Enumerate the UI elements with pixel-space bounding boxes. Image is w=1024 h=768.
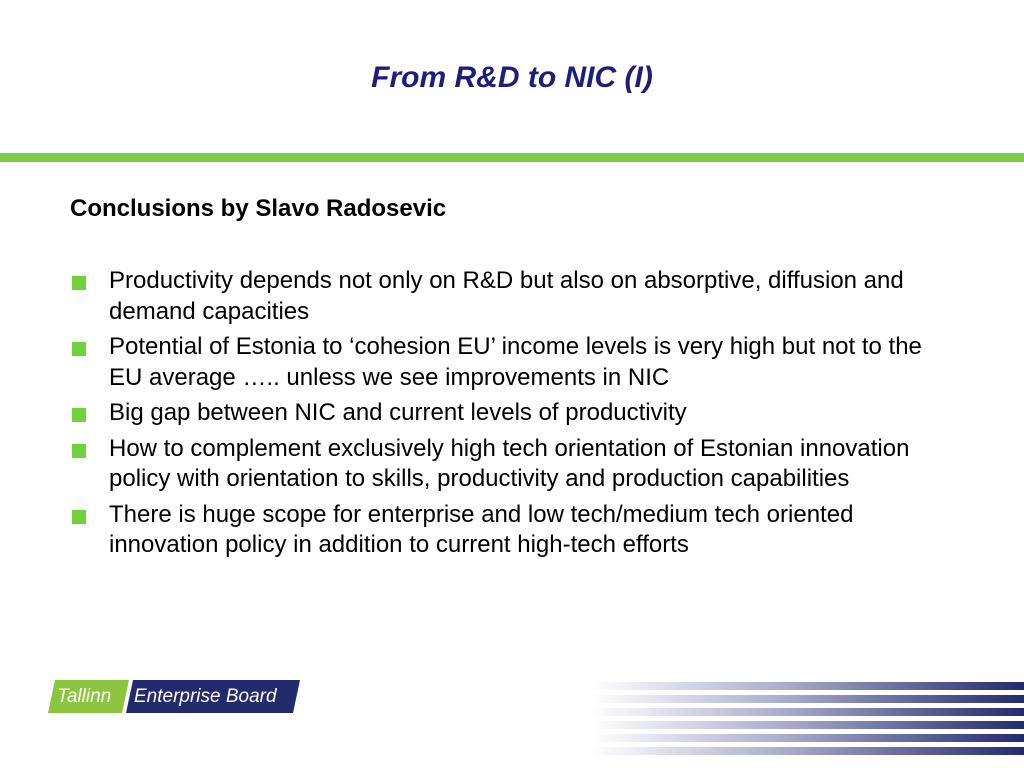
stripe-line — [592, 747, 1024, 755]
bullet-text: Big gap between NIC and current levels of productivity — [109, 399, 687, 426]
square-bullet-icon — [72, 510, 86, 524]
bullet-item — [70, 398, 940, 429]
stripe-line — [592, 682, 1024, 690]
square-bullet-icon — [72, 408, 86, 422]
slide-title: From R&D to NIC (I) — [371, 61, 653, 94]
slide-subtitle: Conclusions by Slavo Radosevic — [70, 195, 447, 222]
square-bullet-icon — [72, 444, 86, 458]
bullet-item — [70, 434, 940, 495]
bullet-item — [70, 266, 940, 327]
bullet-list — [70, 266, 940, 566]
decorative-stripes — [592, 678, 1024, 758]
stripe-line — [592, 721, 1024, 729]
square-bullet-icon — [72, 342, 86, 356]
bullet-text: There is huge scope for enterprise and low tech/medium tech oriented innovation policy in addition to current high-tech efforts — [109, 500, 854, 558]
tallinn-enterprise-board-logo — [48, 680, 293, 713]
title-divider — [0, 153, 1024, 162]
stripe-line — [592, 708, 1024, 716]
logo-left-text: Tallinn — [57, 686, 112, 707]
bullet-text: How to complement exclusively high tech orientation of Estonian innovation policy with orientation to skills, productivity and production capabilities — [109, 434, 910, 492]
stripe-line — [592, 734, 1024, 742]
bullet-item — [70, 332, 940, 393]
bullet-text: Potential of Estonia to ‘cohesion EU’ income levels is very high but not to the EU average ….. unless we see improvements in NIC — [109, 333, 922, 391]
stripe-line — [592, 695, 1024, 703]
logo-right-text: Enterprise Board — [134, 686, 277, 707]
bullet-text: Productivity depends not only on R&D but also on absorptive, diffusion and demand capacities — [109, 267, 904, 325]
square-bullet-icon — [72, 276, 86, 290]
bullet-item — [70, 500, 940, 561]
